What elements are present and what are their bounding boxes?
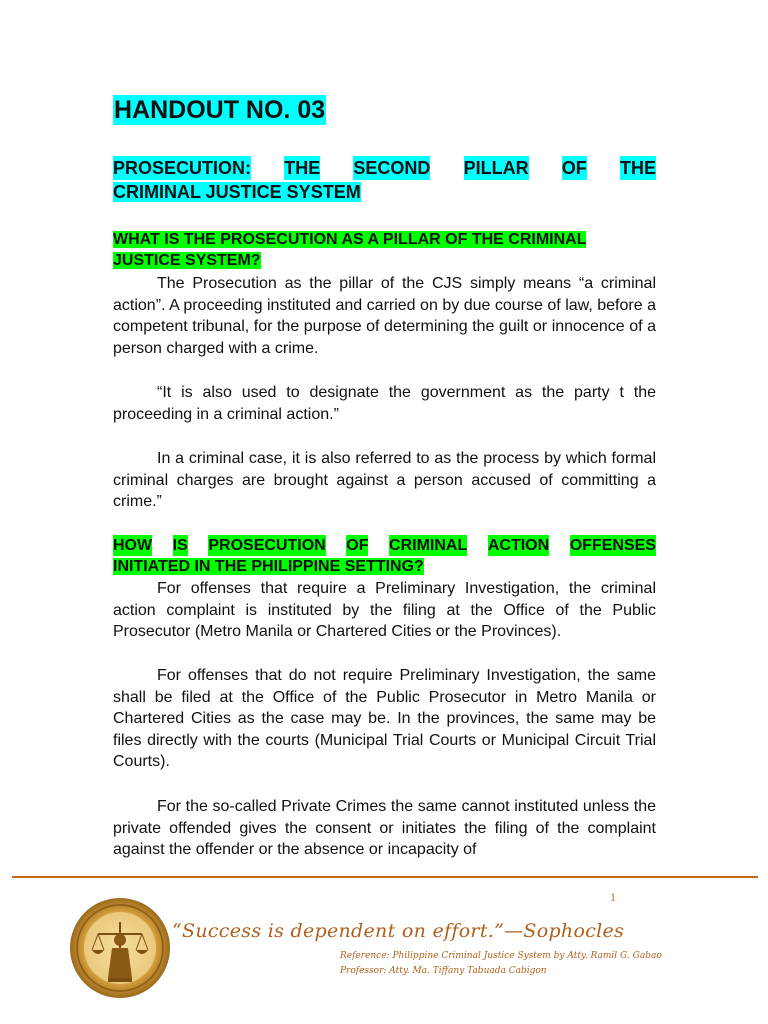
section2-paragraph-3: For the so-called Private Crimes the same cannot instituted unless the private offended gives the consent or initiates the filing of the complaint against the offender or the absence or incapacity of	[113, 798, 656, 858]
section1-heading-line-2-text: JUSTICE SYSTEM?	[113, 252, 261, 269]
section2-paragraph-1: For offenses that require a Preliminary Investigation, the criminal action complaint is instituted by the filing at the Office of the Public Prosecutor (Metro Manila or Chartered Cities or the Provinces).	[113, 580, 656, 640]
page-number: 1	[610, 890, 616, 904]
subtitle-word: PROSECUTION:	[113, 158, 252, 178]
section1-heading-line-1	[113, 229, 656, 250]
section2-paragraph-2: For offenses that do not require Preliminary Investigation, the same shall be filed at the Office of the Public Prosecutor in Metro Manila or Chartered Cities as the case may be. In the provinces, the same may be files directly with the courts (Municipal Trial Courts or Municipal Circuit Trial Courts).	[113, 667, 656, 770]
subtitle-line-2	[113, 180, 656, 204]
footer-divider	[12, 876, 758, 878]
subtitle-line-2-text: CRIMINAL JUSTICE SYSTEM	[113, 182, 361, 202]
subtitle-word: THE	[619, 158, 656, 178]
section2-heading-word: ACTION	[487, 537, 550, 554]
subtitle-word: SECOND	[353, 158, 431, 178]
section2-heading-word: OF	[346, 537, 369, 554]
lady-justice-scales-icon	[68, 896, 172, 1000]
section1-paragraph-2: “It is also used to designate the government as the party t the proceeding in a criminal action.”	[113, 384, 656, 423]
section1-paragraph-1: The Prosecution as the pillar of the CJS simply means “a criminal action”. A proceeding instituted and carried on by due course of law, before a competent tribunal, for the purpose of determining the guilt or innocence of a person charged with a crime.	[113, 275, 656, 357]
subtitle-word: PILLAR	[463, 158, 529, 178]
subtitle-word: OF	[561, 158, 587, 178]
section1-heading	[113, 229, 656, 271]
section2-heading-word: HOW	[113, 537, 153, 554]
footer-professor: Professor: Atty. Ma. Tiffany Tabuada Cabigon	[340, 966, 547, 976]
subtitle-word: THE	[284, 158, 321, 178]
section1-paragraph-3: In a criminal case, it is also referred to as the process by which formal criminal charges are brought against a person accused of committing a crime.”	[113, 450, 656, 510]
section2-heading-word: CRIMINAL	[389, 537, 468, 554]
section2-heading-line-2-text: INITIATED IN THE PHILIPPINE SETTING?	[113, 558, 424, 575]
footer-reference: Reference: Philippine Criminal Justice System by Atty. Ramil G. Gabao	[340, 951, 662, 961]
section2-heading-word: PROSECUTION	[208, 537, 326, 554]
section2-heading-line-2	[113, 556, 656, 577]
section2-heading-word: IS	[172, 537, 188, 554]
section2-heading-word: OFFENSES	[569, 537, 656, 554]
section2-heading	[113, 535, 656, 577]
section2-heading-line-1	[113, 535, 656, 556]
section1-heading-line-2	[113, 250, 656, 271]
section1-heading-line-1-text: WHAT IS THE PROSECUTION AS A PILLAR OF THE CRIMINAL	[113, 231, 587, 248]
footer-quote: “Success is dependent on effort.”—Sophocles	[172, 920, 625, 942]
page-subtitle	[113, 156, 656, 204]
subtitle-line-1	[113, 156, 656, 180]
page-title: HANDOUT NO. 03	[114, 96, 326, 124]
